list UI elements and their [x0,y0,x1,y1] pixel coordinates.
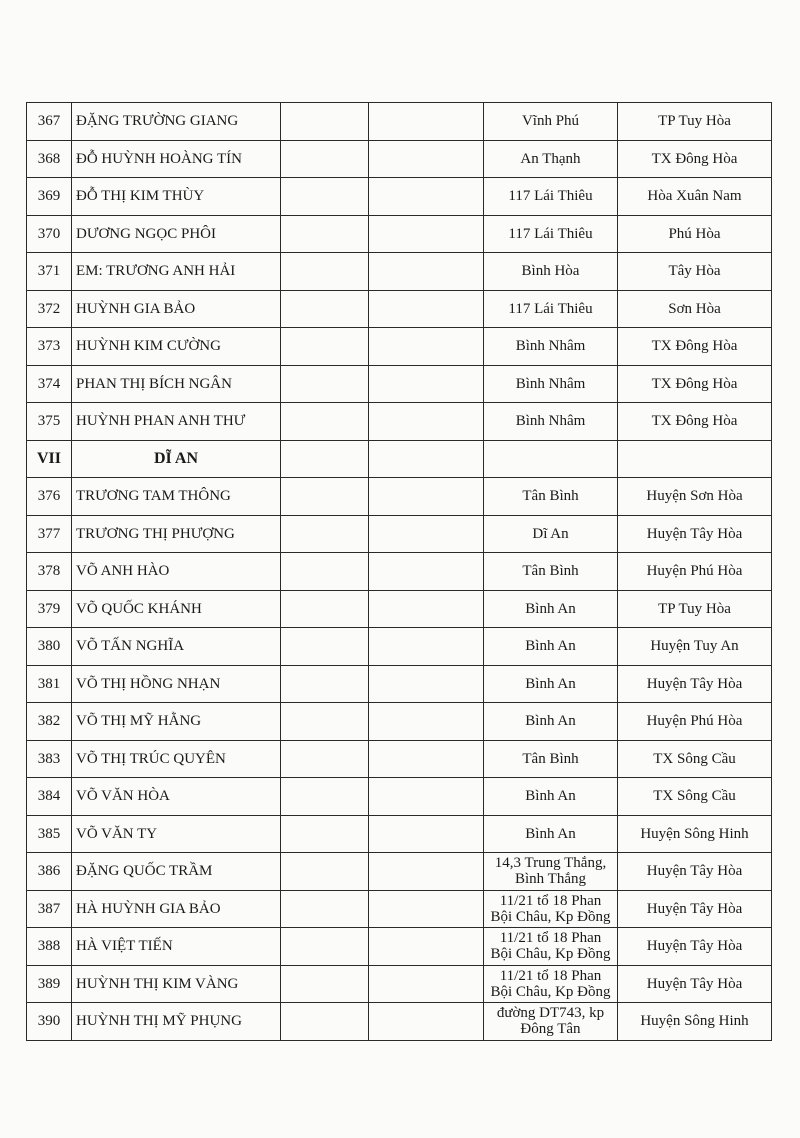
blank-cell-b [369,215,484,253]
row-number: 387 [27,890,72,928]
blank-cell-a [281,853,369,891]
address-cell: Bình An [484,703,618,741]
blank-cell-b [369,440,484,478]
row-number: 381 [27,665,72,703]
table-row [27,328,772,366]
person-name: VÕ THỊ MỸ HẰNG [72,703,281,741]
row-number: 389 [27,965,72,1003]
blank-cell-b [369,328,484,366]
blank-cell-b [369,403,484,441]
district-cell: Sơn Hòa [618,290,772,328]
table-row [27,853,772,891]
district-cell: Hòa Xuân Nam [618,178,772,216]
row-number: 367 [27,103,72,141]
table-row [27,703,772,741]
edge-stamp-mark [778,300,800,450]
row-number: 382 [27,703,72,741]
blank-cell-a [281,365,369,403]
address-cell [484,440,618,478]
blank-cell-b [369,965,484,1003]
address-cell: Tân Bình [484,740,618,778]
table-row [27,628,772,666]
row-number: 383 [27,740,72,778]
blank-cell-b [369,515,484,553]
person-name: VÕ VĂN HÒA [72,778,281,816]
blank-cell-b [369,853,484,891]
row-number: 371 [27,253,72,291]
person-name: ĐỖ HUỲNH HOÀNG TÍN [72,140,281,178]
district-cell: TP Tuy Hòa [618,103,772,141]
row-number: 377 [27,515,72,553]
address-cell: 14,3 Trung Thắng, Bình Thắng [484,853,618,891]
table-row [27,890,772,928]
row-number: 375 [27,403,72,441]
table-row [27,778,772,816]
blank-cell-a [281,928,369,966]
table-row [27,253,772,291]
address-cell: Bình Nhâm [484,403,618,441]
blank-cell-a [281,778,369,816]
blank-cell-b [369,553,484,591]
blank-cell-b [369,740,484,778]
address-cell: Bình Hòa [484,253,618,291]
row-number: 372 [27,290,72,328]
district-cell: TX Đông Hòa [618,140,772,178]
table-row [27,590,772,628]
person-name: PHAN THỊ BÍCH NGÂN [72,365,281,403]
blank-cell-a [281,290,369,328]
person-name: HUỲNH THỊ MỸ PHỤNG [72,1003,281,1041]
person-name: HÀ HUỲNH GIA BẢO [72,890,281,928]
blank-cell-a [281,1003,369,1041]
row-number: 385 [27,815,72,853]
person-name: EM: TRƯƠNG ANH HẢI [72,253,281,291]
address-cell: 11/21 tổ 18 Phan Bội Châu, Kp Đồng [484,928,618,966]
blank-cell-b [369,365,484,403]
blank-cell-a [281,590,369,628]
address-cell: An Thạnh [484,140,618,178]
person-name: HUỲNH PHAN ANH THƯ [72,403,281,441]
address-cell: 11/21 tổ 18 Phan Bội Châu, Kp Đồng [484,890,618,928]
address-cell: 117 Lái Thiêu [484,215,618,253]
row-number: 378 [27,553,72,591]
row-number: 380 [27,628,72,666]
person-name: VÕ QUỐC KHÁNH [72,590,281,628]
district-cell: Huyện Sơn Hòa [618,478,772,516]
table-row [27,403,772,441]
blank-cell-a [281,815,369,853]
table-row [27,478,772,516]
blank-cell-b [369,290,484,328]
district-cell: Huyện Sông Hinh [618,1003,772,1041]
blank-cell-b [369,253,484,291]
district-cell: TP Tuy Hòa [618,590,772,628]
blank-cell-a [281,328,369,366]
person-name: TRƯƠNG TAM THÔNG [72,478,281,516]
table-row [27,965,772,1003]
blank-cell-a [281,890,369,928]
blank-cell-a [281,965,369,1003]
address-cell: Tân Bình [484,478,618,516]
district-cell: Huyện Tây Hòa [618,928,772,966]
district-cell: Huyện Tây Hòa [618,665,772,703]
address-cell: 11/21 tổ 18 Phan Bội Châu, Kp Đồng [484,965,618,1003]
table-row [27,665,772,703]
table-row [27,178,772,216]
blank-cell-a [281,440,369,478]
district-cell: TX Sông Cầu [618,740,772,778]
blank-cell-b [369,703,484,741]
blank-cell-a [281,253,369,291]
district-cell: Huyện Phú Hòa [618,553,772,591]
table-row [27,365,772,403]
table-row [27,140,772,178]
blank-cell-a [281,665,369,703]
blank-cell-b [369,590,484,628]
address-cell: Bình An [484,590,618,628]
address-cell: 117 Lái Thiêu [484,290,618,328]
blank-cell-b [369,178,484,216]
person-name: DĨ AN [72,440,281,478]
blank-cell-a [281,515,369,553]
blank-cell-b [369,478,484,516]
district-cell: Huyện Tây Hòa [618,515,772,553]
roster-table [26,102,772,1041]
address-cell: Bình Nhâm [484,365,618,403]
blank-cell-a [281,140,369,178]
blank-cell-a [281,478,369,516]
row-number: 374 [27,365,72,403]
blank-cell-a [281,215,369,253]
table-row [27,290,772,328]
person-name: VÕ THỊ HỒNG NHẠN [72,665,281,703]
person-name: VÕ TẤN NGHĨA [72,628,281,666]
district-cell: Huyện Tây Hòa [618,853,772,891]
row-number: 376 [27,478,72,516]
blank-cell-b [369,628,484,666]
blank-cell-a [281,103,369,141]
person-name: HUỲNH GIA BẢO [72,290,281,328]
address-cell: Bình Nhâm [484,328,618,366]
row-number: 373 [27,328,72,366]
blank-cell-a [281,703,369,741]
blank-cell-b [369,928,484,966]
district-cell: Huyện Sông Hinh [618,815,772,853]
person-name: VÕ THỊ TRÚC QUYÊN [72,740,281,778]
blank-cell-a [281,628,369,666]
table-row [27,515,772,553]
blank-cell-b [369,890,484,928]
row-number: 384 [27,778,72,816]
person-name: HUỲNH KIM CƯỜNG [72,328,281,366]
person-name: ĐẶNG TRƯỜNG GIANG [72,103,281,141]
row-number: 379 [27,590,72,628]
address-cell: Bình An [484,628,618,666]
blank-cell-a [281,403,369,441]
district-cell: TX Sông Cầu [618,778,772,816]
person-name: VÕ VĂN TY [72,815,281,853]
district-cell: Huyện Phú Hòa [618,703,772,741]
district-cell: TX Đông Hòa [618,403,772,441]
row-number: 388 [27,928,72,966]
address-cell: Bình An [484,665,618,703]
blank-cell-b [369,140,484,178]
blank-cell-a [281,553,369,591]
person-name: TRƯƠNG THỊ PHƯỢNG [72,515,281,553]
district-cell: TX Đông Hòa [618,328,772,366]
district-cell: Huyện Tây Hòa [618,890,772,928]
address-cell: 117 Lái Thiêu [484,178,618,216]
blank-cell-a [281,740,369,778]
address-cell: Bình An [484,778,618,816]
person-name: ĐỖ THỊ KIM THÙY [72,178,281,216]
person-name: HÀ VIỆT TIẾN [72,928,281,966]
row-number: 370 [27,215,72,253]
blank-cell-b [369,815,484,853]
row-number: 390 [27,1003,72,1041]
blank-cell-b [369,1003,484,1041]
address-cell: Tân Bình [484,553,618,591]
blank-cell-b [369,665,484,703]
person-name: HUỲNH THỊ KIM VÀNG [72,965,281,1003]
district-cell: TX Đông Hòa [618,365,772,403]
blank-cell-a [281,178,369,216]
table-row [27,103,772,141]
table-row [27,815,772,853]
row-number: 368 [27,140,72,178]
person-name: DƯƠNG NGỌC PHÔI [72,215,281,253]
person-name: ĐẶNG QUỐC TRẦM [72,853,281,891]
table-row [27,1003,772,1041]
blank-cell-b [369,103,484,141]
roster-body [27,103,772,1041]
table-row [27,215,772,253]
row-number: 369 [27,178,72,216]
table-row [27,928,772,966]
district-cell [618,440,772,478]
row-number: VII [27,440,72,478]
district-cell: Huyện Tây Hòa [618,965,772,1003]
person-name: VÕ ANH HÀO [72,553,281,591]
address-cell: Bình An [484,815,618,853]
blank-cell-b [369,778,484,816]
district-cell: Tây Hòa [618,253,772,291]
district-cell: Huyện Tuy An [618,628,772,666]
table-row [27,553,772,591]
table-row [27,740,772,778]
district-cell: Phú Hòa [618,215,772,253]
address-cell: đường DT743, kp Đông Tân [484,1003,618,1041]
address-cell: Dĩ An [484,515,618,553]
section-row [27,440,772,478]
row-number: 386 [27,853,72,891]
address-cell: Vĩnh Phú [484,103,618,141]
